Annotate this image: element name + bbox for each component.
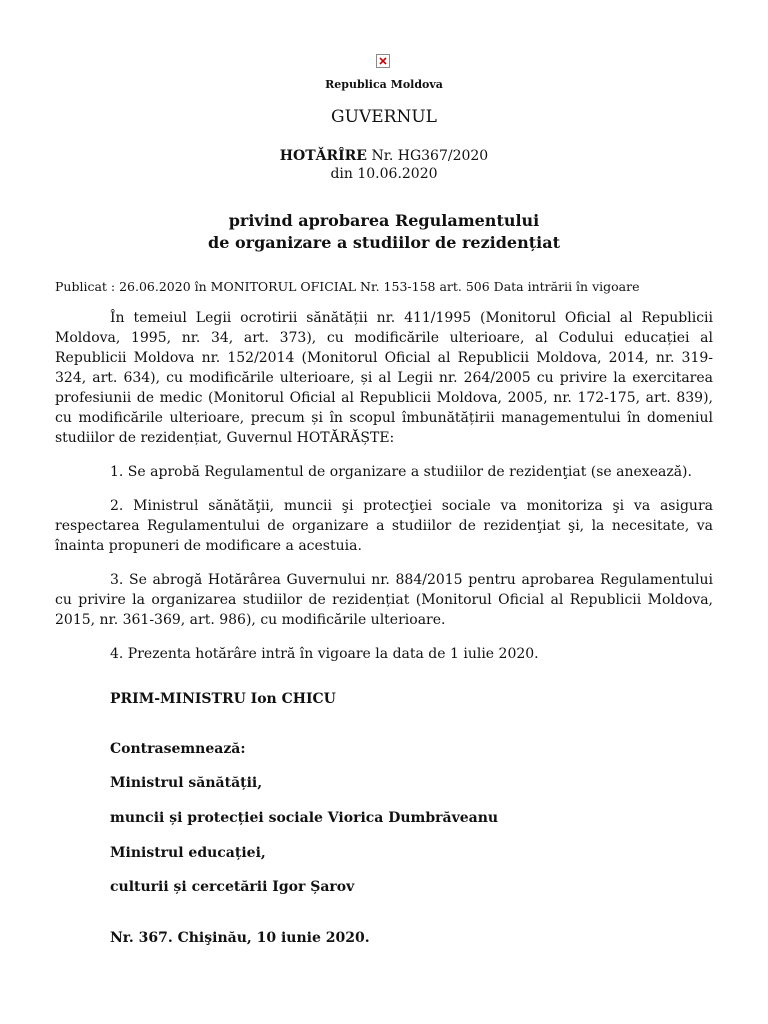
country-name: Republica Moldova xyxy=(325,78,443,91)
article-3: 3. Se abrogă Hotărârea Guvernului nr. 884/2015 pentru aprobarea Regulamentului cu privire la organizarea studiilor de rezidențiat (Monitorul Oficial al Republicii Moldova, 2015, nr. 361-369, art. 986), cu modificările ulterioare. xyxy=(55,572,713,628)
title-line-1: privind aprobarea Regulamentului xyxy=(228,211,540,230)
document-title xyxy=(0,210,768,254)
document-body xyxy=(55,308,713,678)
countersign-label: Contrasemnează: xyxy=(110,741,246,757)
closing-line: Nr. 367. Chişinău, 10 iunie 2020. xyxy=(110,930,370,946)
health-minister-title: Ministrul sănătății, xyxy=(110,775,263,791)
article-2: 2. Ministrul sănătăţii, muncii şi protecţiei sociale va monitoriza şi va asigura respectarea Regulamentului de organizare a studiilor de rezidenţiat şi, la necesitate, va înainta propuneri de modificare a acestuia. xyxy=(55,498,713,554)
title-line-2: de organizare a studiilor de rezidențiat xyxy=(208,233,560,252)
publication-info: Publicat : 26.06.2020 în MONITORUL OFICIAL Nr. 153-158 art. 506 Data intrării în vigoare xyxy=(55,279,640,294)
decision-number: Nr. HG367/2020 xyxy=(371,148,489,164)
education-minister-name: culturii și cercetării Igor Șarov xyxy=(110,879,355,895)
article-4: 4. Prezenta hotărâre intră în vigoare la data de 1 iulie 2020. xyxy=(110,646,539,662)
article-1: 1. Se aprobă Regulamentul de organizare a studiilor de rezidenţiat (se anexează). xyxy=(110,464,692,480)
broken-image-icon xyxy=(376,54,390,68)
government-heading: GUVERNUL xyxy=(331,107,437,127)
prime-minister-signature: PRIM-MINISTRU Ion CHICU xyxy=(110,691,336,707)
education-minister-title: Ministrul educației, xyxy=(110,845,266,861)
health-minister-name: muncii și protecției sociale Viorica Dumbrăveanu xyxy=(110,810,499,826)
decision-line xyxy=(0,147,768,165)
decision-date: din 10.06.2020 xyxy=(330,166,438,182)
decision-label: HOTĂRÎRE xyxy=(279,148,367,164)
preamble-paragraph: În temeiul Legii ocrotirii sănătății nr. 411/1995 (Monitorul Oficial al Republicii Moldova, 1995, nr. 34, art. 373), cu modificările ulterioare, al Codului educației al Republicii Moldova nr. 152/2014 (Monitorul Oficial al Republicii Moldova, 2014, nr. 319-324, art. 634), cu modificările ulterioare, și al Legii nr. 264/2005 cu privire la exercitarea profesiunii de medic (Monitorul Oficial al Republicii Moldova, 2005, nr. 172-175, art. 839), cu modificările ulterioare, precum și în scopul îmbunătățirii managementului în domeniul studiilor de rezidențiat, Guvernul HOTĂRĂȘTE: xyxy=(55,310,713,446)
